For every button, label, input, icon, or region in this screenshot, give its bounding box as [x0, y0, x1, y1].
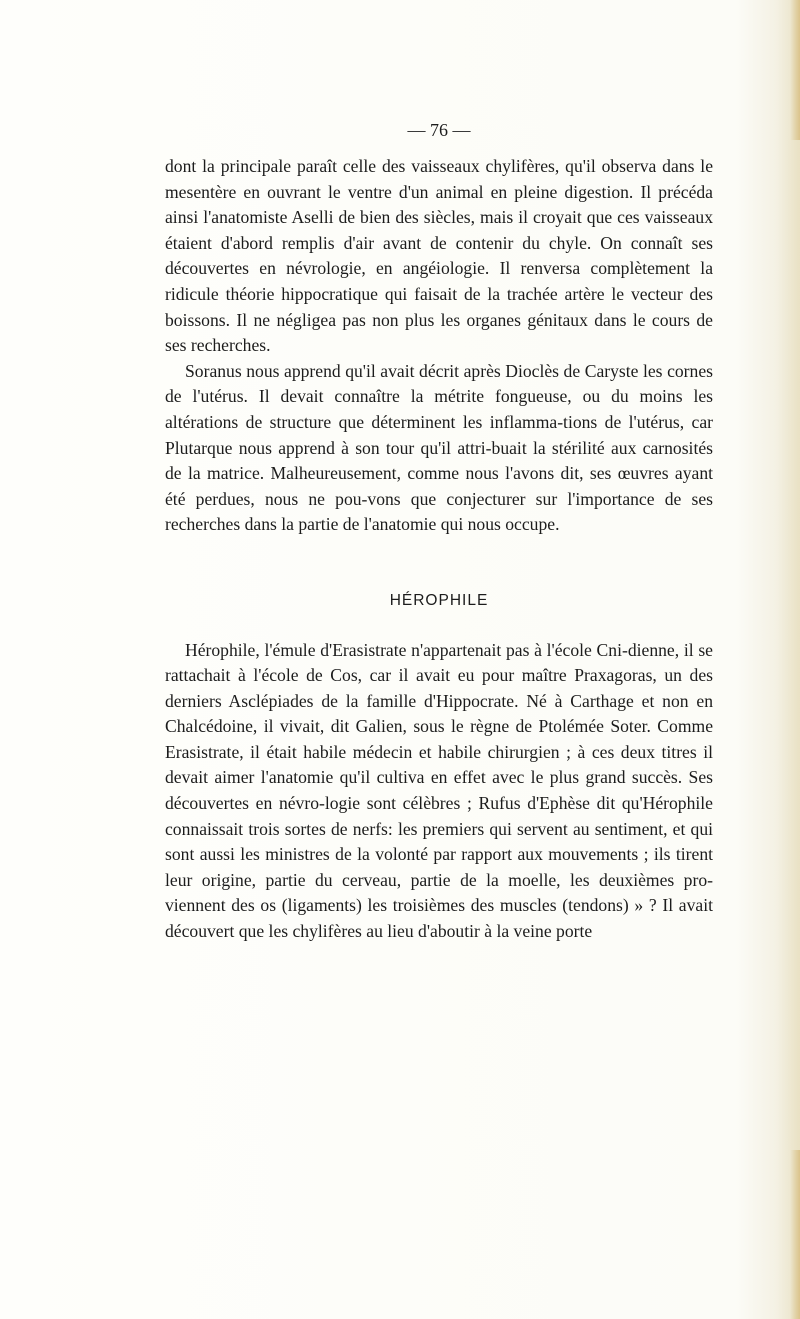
- page-edge-stain-top: [790, 0, 800, 140]
- paragraph-soranus: Soranus nous apprend qu'il avait décrit après Dioclès de Caryste les cornes de l'utérus. Il devait connaître la métrite fongueuse, ou du moins les altérations de structure que déterminent les inflamma-tions de l'utérus, car Plutarque nous apprend à son tour qu'il attri-buait la stérilité aux carnosités de la matrice. Malheureusement, comme nous l'avons dit, ses œuvres ayant été perdues, nous ne pou-vons que conjecturer sur l'importance de ses recherches dans la partie de l'anatomie qui nous occupe.: [165, 360, 713, 535]
- page-text-block: [165, 118, 713, 945]
- paragraph-herophile: Hérophile, l'émule d'Erasistrate n'appartenait pas à l'école Cni-dienne, il se rattachait à l'école de Cos, car il avait eu pour maître Praxagoras, un des derniers Asclépiades de la famille d'Hippocrate. Né à Carthage et non en Chalcédoine, il vivait, dit Galien, sous le règne de Ptolémée Soter. Comme Erasistrate, il était habile médecin et habile chirurgien ; à ces deux titres il devait aimer l'anatomie qu'il cultiva en effet avec le plus grand succès. Ses découvertes en névro-logie sont célèbres ; Rufus d'Ephèse dit qu'Hérophile connaissait trois sortes de nerfs: les premiers qui servent au sentiment, et qui sont aussi les ministres de la volonté par rapport aux mouvements ; ils tirent leur origine, partie du cerveau, partie de la moelle, les deuxièmes pro-viennent des os (ligaments) les troisièmes des muscles (tendons) » ? Il avait découvert que les chylifères au lieu d'aboutir à la veine porte: [165, 639, 713, 942]
- section-heading: HÉROPHILE: [389, 591, 489, 609]
- page-number: — 76 —: [407, 120, 471, 140]
- paragraph-continuation: dont la principale paraît celle des vaisseaux chylifères, qu'il observa dans le mesentère en ouvrant le ventre d'un animal en pleine digestion. Il précéda ainsi l'anatomiste Aselli de bien des siècles, mais il croyait que ces vaisseaux étaient d'abord remplis d'air avant de contenir du chyle. On connaît ses découvertes en névrologie, en angéiologie. Il renversa complètement la ridicule théorie hippocratique qui faisait de la trachée artère le vecteur des boissons. Il ne négligea pas non plus les organes génitaux dans le cours de ses recherches.: [165, 156, 713, 356]
- page-edge-stain-bottom: [790, 1150, 800, 1319]
